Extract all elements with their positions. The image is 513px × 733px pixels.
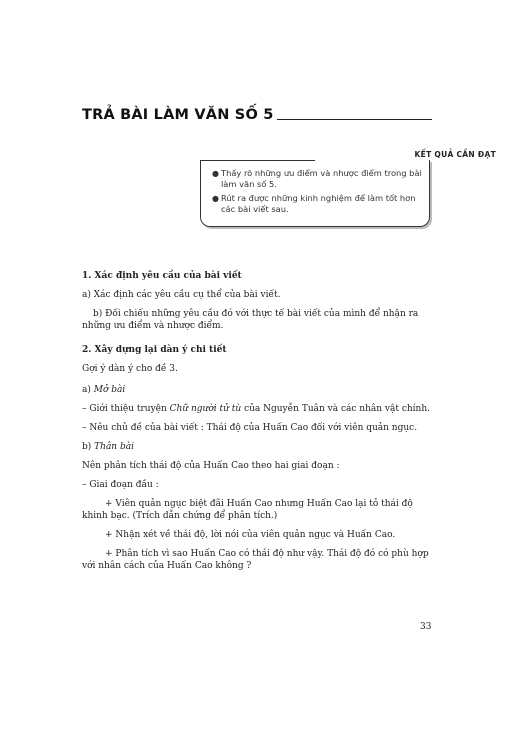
goal-item-text: Rút ra được những kinh nghiệm để làm tốt hơn các bài viết sau. — [221, 193, 416, 214]
goal-item — [212, 193, 422, 215]
goal-list — [212, 168, 422, 218]
body-title: Thân bài — [94, 442, 134, 452]
intro-label: a) Mở bài — [82, 385, 126, 395]
bullet-icon: ● — [212, 194, 219, 203]
body-phase: – Giai đoạn đầu : — [82, 480, 159, 490]
body-point-3: + Phân tích vì sao Huấn Cao có thái độ như vậy. Thái độ đó có phù hợp với nhân cách của Huấn Cao không ? — [82, 549, 429, 571]
title-row — [82, 107, 432, 123]
intro-title: Mở bài — [93, 385, 126, 395]
bullet-icon: ● — [212, 169, 219, 178]
section-1-heading: 1. Xác định yêu cầu của bài viết — [82, 271, 242, 281]
story-title: Chữ người tử tù — [169, 404, 242, 414]
section-2-heading: 2. Xây dựng lại dàn ý chi tiết — [82, 345, 227, 355]
intro-point-1: – Giới thiệu truyện Chữ người tử tù của Nguyễn Tuân và các nhân vật chính. — [82, 404, 430, 414]
title-underline — [277, 119, 432, 120]
main-content — [82, 270, 434, 572]
body-intro: Nên phân tích thái độ của Huấn Cao theo hai giai đoạn : — [82, 461, 340, 471]
section-1-b: b) Đối chiếu những yêu cầu đó với thực tế bài viết của mình để nhận ra những ưu điểm và nhược điểm. — [82, 309, 419, 331]
goal-heading: KẾT QUẢ CẦN ĐẠT — [412, 150, 499, 159]
section-1-a: a) Xác định các yêu cầu cụ thể của bài viết. — [82, 290, 281, 300]
page-title: TRẢ BÀI LÀM VĂN SỐ 5 — [82, 107, 274, 123]
body-point-1: + Viên quản ngục biệt đãi Huấn Cao nhưng Huấn Cao lại tỏ thái độ khinh bạc. (Trích dẫn chứng để phân tích.) — [82, 499, 413, 521]
goal-item — [212, 168, 422, 190]
goal-item-text: Thấy rõ những ưu điểm và nhược điểm trong bài làm văn số 5. — [221, 168, 422, 189]
intro-point-2: – Nêu chủ đề của bài viết : Thái độ của Huấn Cao đối với viên quản ngục. — [82, 423, 418, 433]
page-number: 33 — [420, 622, 432, 632]
section-2-intro: Gợi ý dàn ý cho đề 3. — [82, 364, 178, 374]
body-label: b) Thân bài — [82, 442, 134, 452]
body-point-2: + Nhận xét về thái độ, lời nói của viên quản ngục và Huấn Cao. — [105, 530, 396, 540]
